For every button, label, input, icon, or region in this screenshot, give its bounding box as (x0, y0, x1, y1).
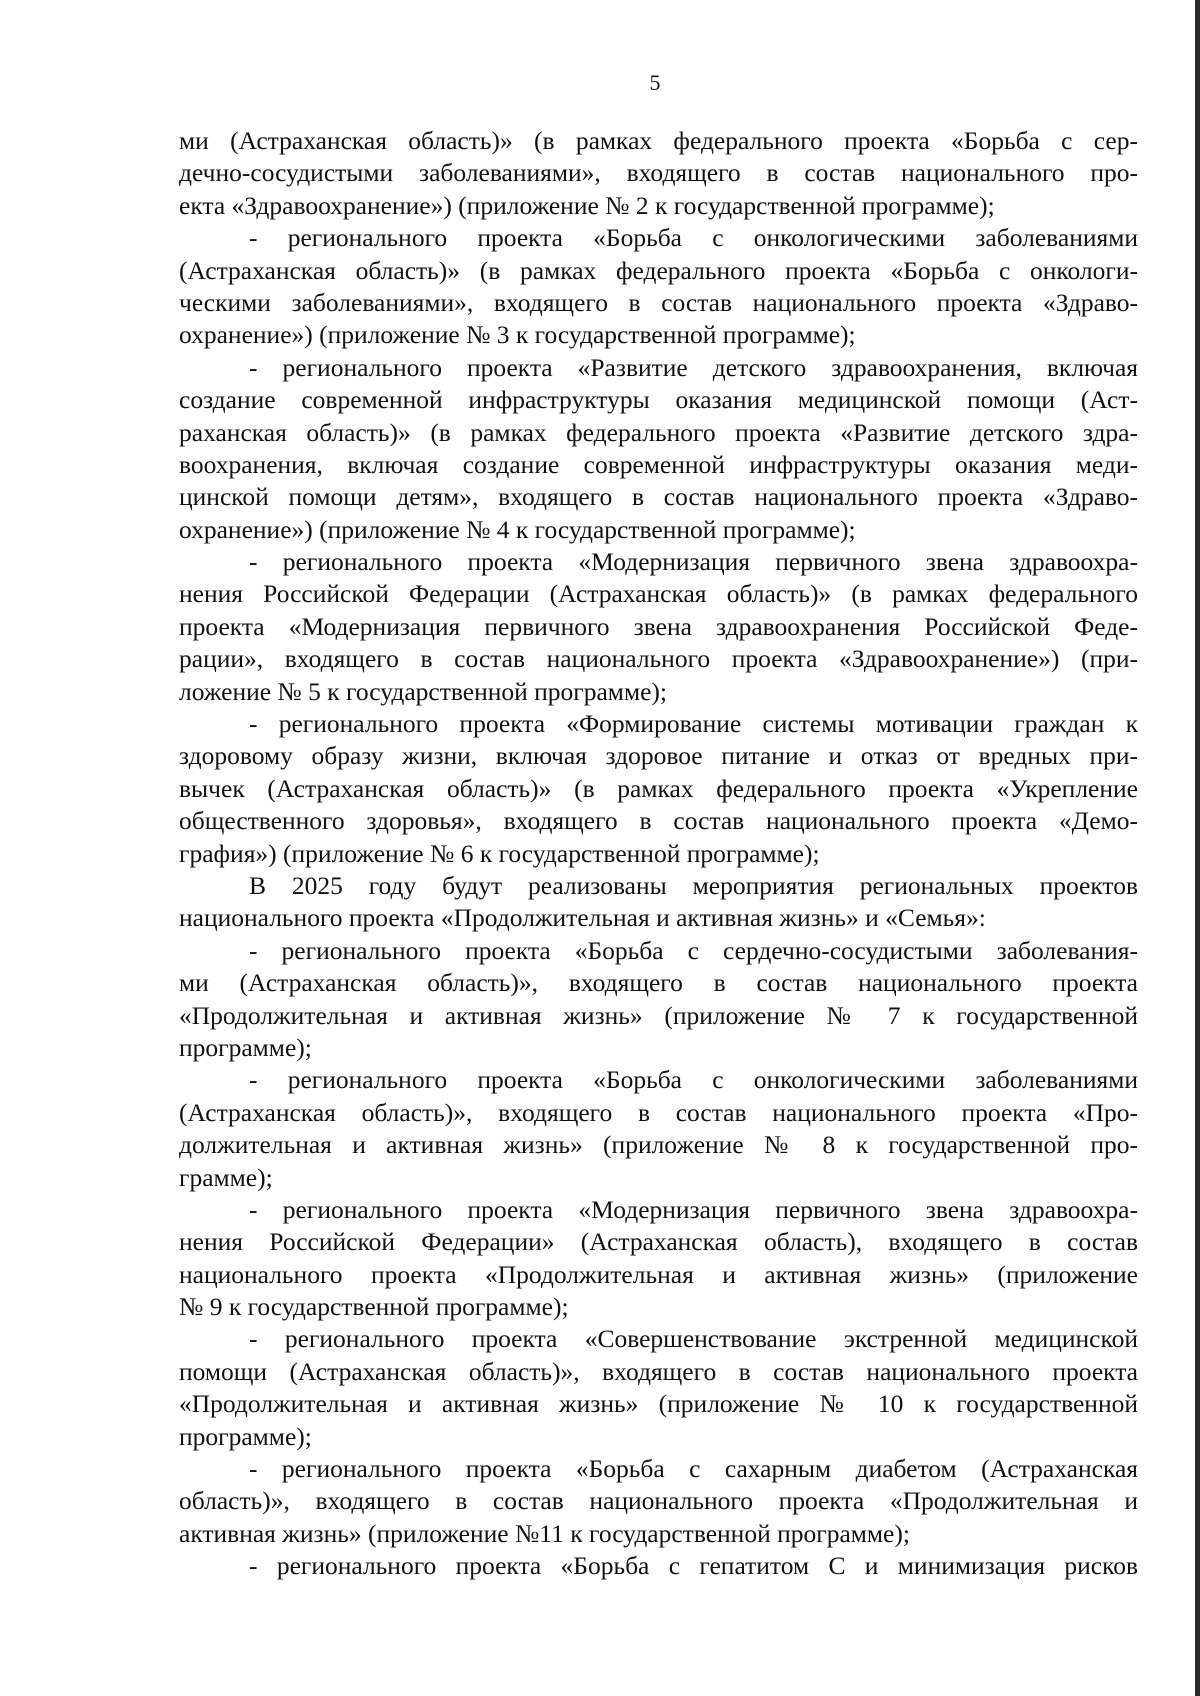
text-line: ми (Астраханская область)» (в рамках федерального проекта «Борьба с сер- (179, 126, 1138, 155)
text-line: - регионального проекта «Борьба с гепатитом С и минимизация рисков (249, 1551, 1138, 1581)
text-line: № 9 к государственной программе); (179, 1292, 569, 1322)
text-line: В 2025 году будут реализованы мероприятия региональных проектов (249, 870, 1138, 900)
text-line: (Астраханская область)», входящего в состав национального проекта «Про- (179, 1097, 1138, 1127)
text-line: - регионального проекта «Борьба с онкологическими заболеваниями (249, 223, 1138, 253)
text-line: нения Российской Федерации» (Астраханская область), входящего в состав (179, 1227, 1138, 1257)
text-line: программе); (179, 1421, 312, 1451)
text-line: область)», входящего в состав национального проекта «Продолжительная и (179, 1486, 1138, 1516)
text-line: цинской помощи детям», входящего в состав национального проекта «Здраво- (179, 482, 1138, 512)
text-line: здоровому образу жизни, включая здоровое питание и отказ от вредных при- (179, 741, 1138, 771)
text-line: (Астраханская область)» (в рамках федерального проекта «Борьба с онкологи- (179, 255, 1138, 285)
text-line: - регионального проекта «Модернизация первичного звена здравоохра- (249, 547, 1138, 577)
text-line: графия») (приложение № 6 к государственной программе); (179, 838, 820, 868)
scan-edge-border (1195, 0, 1200, 1696)
text-line: «Продолжительная и активная жизнь» (приложение № 10 к государственной (179, 1389, 1138, 1419)
text-line: программе); (179, 1032, 312, 1062)
text-line: охранение») (приложение № 4 к государственной программе); (179, 514, 856, 544)
text-line: «Продолжительная и активная жизнь» (приложение № 7 к государственной (179, 1000, 1138, 1030)
text-line: вычек (Астраханская область)» (в рамках федерального проекта «Укрепление (179, 773, 1138, 803)
text-line: - регионального проекта «Развитие детского здравоохранения, включая (249, 352, 1138, 382)
text-line: создание современной инфраструктуры оказания медицинской помощи (Аст- (179, 385, 1138, 415)
text-line: активная жизнь» (приложение №11 к государственной программе); (179, 1518, 910, 1548)
text-line: ложение № 5 к государственной программе); (179, 676, 667, 706)
text-line: ческими заболеваниями», входящего в состав национального проекта «Здраво- (179, 287, 1138, 317)
text-line: должительная и активная жизнь» (приложение № 8 к государственной про- (179, 1130, 1138, 1160)
text-line: раханская область)» (в рамках федерального проекта «Развитие детского здра- (179, 417, 1138, 447)
text-line: - регионального проекта «Модернизация первичного звена здравоохра- (249, 1194, 1138, 1224)
text-line: национального проекта «Продолжительная и активная жизнь» и «Семья»: (179, 903, 986, 933)
text-line: нения Российской Федерации (Астраханская область)» (в рамках федерального (179, 579, 1138, 609)
text-line: помощи (Астраханская область)», входящего в состав национального проекта (179, 1356, 1138, 1386)
text-line: - регионального проекта «Формирование системы мотивации граждан к (249, 709, 1138, 739)
document-body-text (179, 125, 1138, 1583)
text-line: - регионального проекта «Борьба с сахарным диабетом (Астраханская (249, 1454, 1138, 1484)
text-line: национального проекта «Продолжительная и активная жизнь» (приложение (179, 1259, 1138, 1289)
text-line: рации», входящего в состав национального проекта «Здравоохранение») (при- (179, 644, 1138, 674)
text-line: охранение») (приложение № 3 к государственной программе); (179, 320, 856, 350)
text-line: - регионального проекта «Борьба с онкологическими заболеваниями (249, 1065, 1138, 1095)
text-line: - регионального проекта «Борьба с сердечно-сосудистыми заболевания- (249, 935, 1138, 965)
text-line: грамме); (179, 1162, 273, 1192)
text-line: воохранения, включая создание современной инфраструктуры оказания меди- (179, 449, 1138, 479)
page-number: 5 (649, 70, 661, 95)
text-line: общественного здоровья», входящего в состав национального проекта «Демо- (179, 806, 1138, 836)
text-line: дечно-сосудистыми заболеваниями», входящего в состав национального про- (179, 158, 1138, 188)
text-line: екта «Здравоохранение») (приложение № 2 к государственной программе); (179, 190, 995, 220)
text-line: проекта «Модернизация первичного звена здравоохранения Российской Феде- (179, 611, 1138, 641)
text-line: ми (Астраханская область)», входящего в состав национального проекта (179, 968, 1138, 998)
text-line: - регионального проекта «Совершенствование экстренной медицинской (249, 1324, 1138, 1354)
